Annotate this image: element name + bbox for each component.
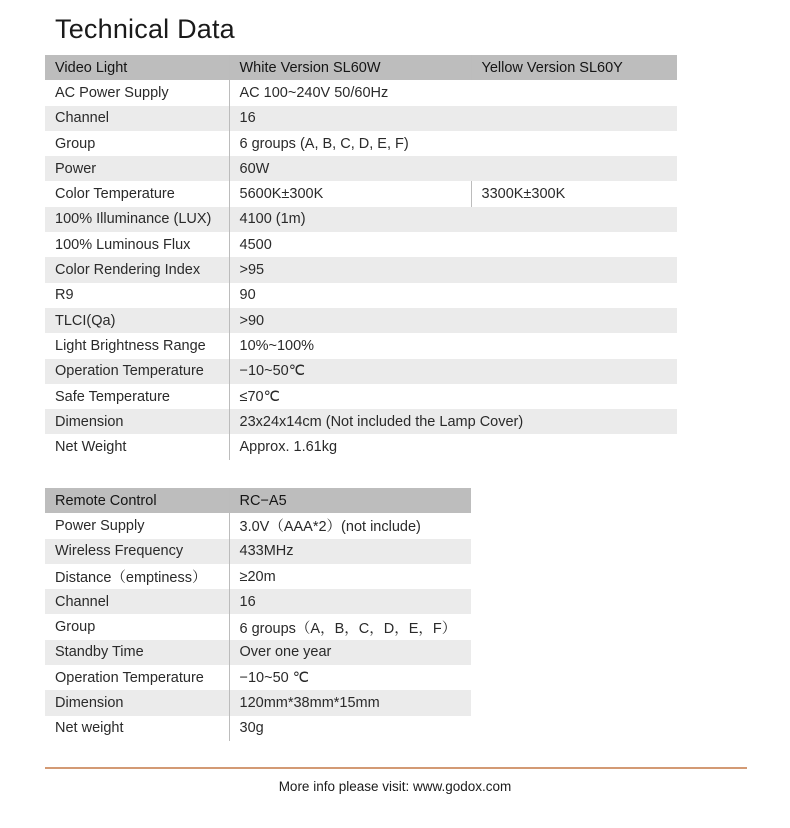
table-row xyxy=(45,434,677,459)
row-label: 100% Illuminance (LUX) xyxy=(45,207,229,232)
row-value: >90 xyxy=(229,308,677,333)
row-value: 4500 xyxy=(229,232,677,257)
row-value: 90 xyxy=(229,283,677,308)
row-label: Standby Time xyxy=(45,640,229,665)
row-value: 4100 (1m) xyxy=(229,207,677,232)
row-value: 30g xyxy=(229,716,471,741)
row-label: Operation Temperature xyxy=(45,665,229,690)
row-label: R9 xyxy=(45,283,229,308)
column-header: Yellow Version SL60Y xyxy=(471,55,677,80)
row-value: 16 xyxy=(229,106,677,131)
row-label: Dimension xyxy=(45,690,229,715)
row-label: Net Weight xyxy=(45,434,229,459)
row-value: >95 xyxy=(229,257,677,282)
remote-control-spec-table xyxy=(45,488,471,741)
footer-text: More info please visit: www.godox.com xyxy=(278,779,512,794)
video-light-spec-table xyxy=(45,55,677,460)
table-row xyxy=(45,359,677,384)
row-value: Over one year xyxy=(229,640,471,665)
table-row xyxy=(45,665,471,690)
column-header: RC−A5 xyxy=(229,488,471,513)
row-label: Operation Temperature xyxy=(45,359,229,384)
table-row xyxy=(45,716,471,741)
row-label: Channel xyxy=(45,106,229,131)
row-label: Group xyxy=(45,614,229,639)
table-header-row xyxy=(45,55,677,80)
table-row xyxy=(45,589,471,614)
row-value: 6 groups（A，B，C，D，E，F） xyxy=(229,614,471,639)
row-value: 433MHz xyxy=(229,539,471,564)
table-row xyxy=(45,106,677,131)
table-row xyxy=(45,257,677,282)
table-row xyxy=(45,80,677,105)
table-row xyxy=(45,232,677,257)
row-label: 100% Luminous Flux xyxy=(45,232,229,257)
row-value: ≤70℃ xyxy=(229,384,677,409)
footer-divider xyxy=(45,767,747,769)
column-header: Remote Control xyxy=(45,488,229,513)
row-value: ≥20m xyxy=(229,564,471,589)
row-label: Wireless Frequency xyxy=(45,539,229,564)
table-row xyxy=(45,207,677,232)
row-label: Distance（emptiness） xyxy=(45,564,229,589)
row-value: AC 100~240V 50/60Hz xyxy=(229,80,677,105)
row-label: TLCI(Qa) xyxy=(45,308,229,333)
row-value: 10%~100% xyxy=(229,333,677,358)
table-header-row xyxy=(45,488,471,513)
row-value: 5600K±300K xyxy=(229,181,471,206)
table-row xyxy=(45,308,677,333)
row-value: 120mm*38mm*15mm xyxy=(229,690,471,715)
row-label: Net weight xyxy=(45,716,229,741)
row-value: 23x24x14cm (Not included the Lamp Cover) xyxy=(229,409,677,434)
table-row xyxy=(45,690,471,715)
table-row xyxy=(45,156,677,181)
column-header: Video Light xyxy=(45,55,229,80)
row-label: Dimension xyxy=(45,409,229,434)
row-label: Light Brightness Range xyxy=(45,333,229,358)
row-label: Color Temperature xyxy=(45,181,229,206)
table-row xyxy=(45,640,471,665)
table-row xyxy=(45,539,471,564)
row-label: Power Supply xyxy=(45,513,229,538)
table-row xyxy=(45,283,677,308)
row-label: AC Power Supply xyxy=(45,80,229,105)
row-label: Power xyxy=(45,156,229,181)
table-row xyxy=(45,333,677,358)
table-row xyxy=(45,564,471,589)
row-label: Color Rendering Index xyxy=(45,257,229,282)
row-label: Safe Temperature xyxy=(45,384,229,409)
table-row xyxy=(45,131,677,156)
table-row xyxy=(45,513,471,538)
row-value: −10~50℃ xyxy=(229,359,677,384)
row-value: 16 xyxy=(229,589,471,614)
page-title: Technical Data xyxy=(55,14,235,44)
row-value: 3.0V（AAA*2）(not include) xyxy=(229,513,471,538)
table-row xyxy=(45,181,677,206)
row-label: Channel xyxy=(45,589,229,614)
row-label: Group xyxy=(45,131,229,156)
table-row xyxy=(45,409,677,434)
table-row xyxy=(45,384,677,409)
column-header: White Version SL60W xyxy=(229,55,471,80)
row-value: −10~50 ℃ xyxy=(229,665,471,690)
row-value: 6 groups (A, B, C, D, E, F) xyxy=(229,131,677,156)
row-value: 60W xyxy=(229,156,677,181)
row-value-yellow: 3300K±300K xyxy=(471,181,677,206)
table-row xyxy=(45,614,471,639)
row-value: Approx. 1.61kg xyxy=(229,434,677,459)
